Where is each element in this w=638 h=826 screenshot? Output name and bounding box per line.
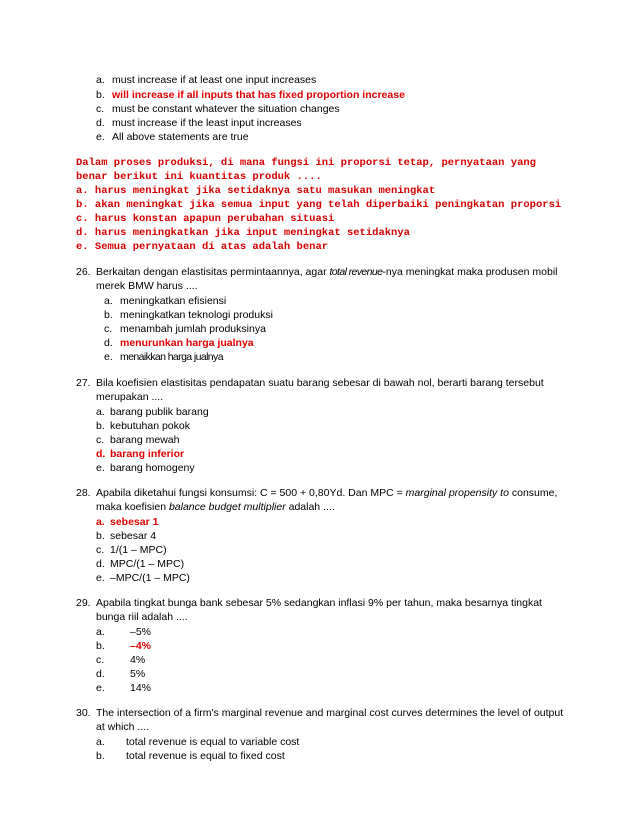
option-text-answer: menurunkan harga jualnya	[120, 337, 254, 349]
question-text: Berkaitan dengan elastisitas permintaannya, agar total revenue-nya meningkat maka produsen mobil	[96, 266, 558, 278]
option-text: 14%	[130, 682, 152, 694]
option-label: a.	[96, 626, 105, 638]
option-label-answer: a.	[96, 516, 105, 528]
option-d-text: must increase if the least input increases	[112, 117, 302, 129]
option-text-answer: –4%	[130, 640, 152, 652]
question-number: 28.	[76, 487, 91, 499]
question-text: The intersection of a firm's marginal revenue and marginal cost curves determines the level of output	[96, 707, 564, 719]
option-text-answer: sebesar 1	[110, 516, 159, 528]
option-label: c.	[104, 323, 113, 335]
question-text: merek BMW harus ....	[96, 280, 198, 292]
question-text: bunga riil adalah ....	[96, 611, 188, 623]
option-e-text: All above statements are true	[112, 131, 249, 143]
option-text: sebesar 4	[110, 530, 157, 542]
option-label: a.	[96, 736, 105, 748]
option-text: meningkatkan efisiensi	[120, 295, 227, 307]
option-label: a.	[104, 295, 113, 307]
question-number: 29.	[76, 597, 91, 609]
option-text: 5%	[130, 668, 146, 680]
option-a: a.	[96, 74, 105, 86]
option-text: meningkatkan teknologi produksi	[120, 309, 273, 321]
option-text: menambah jumlah produksinya	[120, 323, 266, 335]
option-d: d.	[96, 117, 105, 129]
question-number: 27.	[76, 377, 91, 389]
option-c: c.	[96, 103, 105, 115]
option-c-text: must be constant whatever the situation changes	[112, 103, 340, 115]
mono-line: Dalam proses produksi, di mana fungsi ini proporsi tetap, pernyataan yang	[76, 157, 536, 169]
option-text: kebutuhan pokok	[110, 420, 190, 432]
option-text: total revenue is equal to variable cost	[126, 736, 300, 748]
option-label: e.	[96, 462, 105, 474]
option-text-answer: barang inferior	[110, 448, 185, 460]
option-text: 4%	[130, 654, 146, 666]
question-text: maka koefisien balance budget multiplier adalah ....	[96, 501, 335, 513]
option-text: 1/(1 – MPC)	[110, 544, 167, 556]
mono-line: a. harus meningkat jika setidaknya satu masukan meningkat	[76, 185, 436, 197]
question-number: 30.	[76, 707, 91, 719]
option-a-text: must increase if at least one input increases	[112, 74, 317, 86]
question-text: Bila koefisien elastisitas pendapatan suatu barang sebesar di bawah nol, berarti barang tersebut	[96, 377, 544, 389]
option-text: menaikkan harga jualnya	[120, 351, 223, 363]
option-text: –MPC/(1 – MPC)	[110, 572, 190, 584]
option-label: d.	[104, 337, 113, 349]
option-b: b.	[96, 89, 105, 101]
option-label: c.	[96, 434, 105, 446]
mono-line: b. akan meningkat jika semua input yang telah diperbaiki peningkatan proporsi	[76, 199, 562, 211]
option-label: e.	[96, 682, 105, 694]
option-e: e.	[96, 131, 105, 143]
question-text: Apabila diketahui fungsi konsumsi: C = 500 + 0,80Yd. Dan MPC = marginal propensity to consume,	[96, 487, 558, 499]
mono-line: c. harus konstan apapun perubahan situasi	[76, 213, 335, 225]
option-label: c.	[96, 654, 105, 666]
mono-line: d. harus meningkatkan jika input meningkat setidaknya	[76, 227, 410, 239]
option-label-answer: d.	[96, 448, 106, 460]
option-text: barang mewah	[110, 434, 180, 446]
option-text: total revenue is equal to fixed cost	[126, 750, 285, 762]
option-label: a.	[96, 406, 105, 418]
question-text: at which ....	[96, 721, 150, 733]
option-text: MPC/(1 – MPC)	[110, 558, 185, 570]
question-text: merupakan ....	[96, 391, 164, 403]
option-label: b.	[96, 750, 105, 762]
option-text: –5%	[130, 626, 152, 638]
option-text: barang publik barang	[110, 406, 209, 418]
option-label: e.	[104, 351, 113, 363]
option-label: b.	[96, 530, 105, 542]
mono-line: benar berikut ini kuantitas produk ....	[76, 171, 322, 183]
option-label: d.	[96, 668, 105, 680]
mono-line: e. Semua pernyataan di atas adalah benar	[76, 241, 329, 253]
option-text: barang homogeny	[110, 462, 195, 474]
option-label: d.	[96, 558, 105, 570]
option-label: b.	[96, 420, 105, 432]
option-label: b.	[96, 640, 105, 652]
option-label: b.	[104, 309, 113, 321]
option-b-text-answer: will increase if all inputs that has fixed proportion increase	[112, 89, 405, 101]
option-label: e.	[96, 572, 105, 584]
option-label: c.	[96, 544, 105, 556]
question-number: 26.	[76, 266, 91, 278]
question-text: Apabila tingkat bunga bank sebesar 5% sedangkan inflasi 9% per tahun, maka besarnya tingkat	[96, 597, 542, 609]
